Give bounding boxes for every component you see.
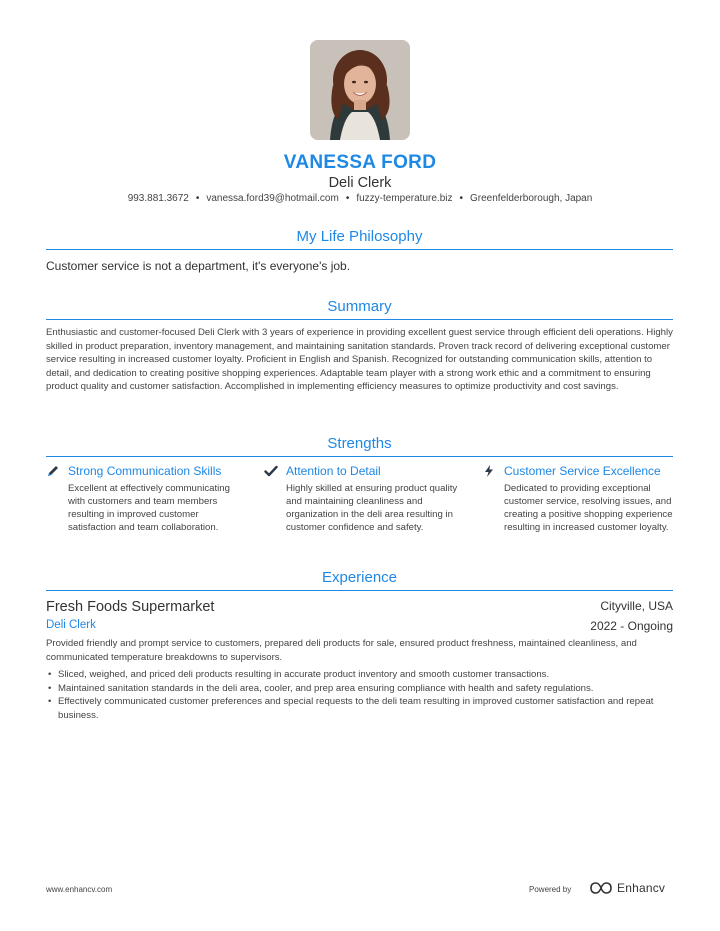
strength-item — [264, 464, 459, 534]
contact-separator: • — [459, 193, 463, 204]
experience-bullet: • Effectively communicated customer preferences and special requests to the deli team resulting in improved customer satisfaction and repeat business. — [46, 695, 673, 722]
contact-phone: 993.881.3672 — [127, 193, 189, 204]
checkmark-icon — [264, 464, 278, 478]
footer-powered-by: Powered by — [529, 885, 572, 894]
strength-title: Strong Communication Skills — [68, 464, 222, 478]
experience-company: Fresh Foods Supermarket — [46, 599, 215, 615]
lightning-bolt-icon — [482, 464, 496, 478]
section-title-experience: Experience — [46, 569, 673, 591]
section-title-philosophy: My Life Philosophy — [46, 228, 673, 250]
contact-email[interactable]: vanessa.ford39@hotmail.com — [206, 193, 339, 204]
strength-title: Customer Service Excellence — [504, 464, 661, 478]
experience-bullet: • Sliced, weighed, and priced deli products resulting in accurate product inventory and smooth customer transactions. — [46, 668, 673, 682]
candidate-name: VANESSA FORD — [283, 152, 437, 173]
strength-description: Highly skilled at ensuring product quality and maintaining cleanliness and organization in the deli area resulting in customer confidence and safety. — [286, 483, 458, 533]
enhancv-logo-text: Enhancv — [617, 881, 666, 895]
experience-dates: 2022 - Ongoing — [590, 619, 673, 633]
experience-bullet-list — [46, 668, 673, 722]
contact-website[interactable]: fuzzy-temperature.biz — [356, 193, 453, 204]
strength-description: Dedicated to providing exceptional customer service, resolving issues, and creating a positive shopping experience resulting in increased customer loyalty. — [504, 483, 673, 533]
strength-title: Attention to Detail — [286, 464, 381, 478]
experience-bullet: • Maintained sanitation standards in the deli area, cooler, and prep area ensuring compliance with health and safety regulations. — [46, 682, 673, 696]
strength-item — [46, 464, 241, 534]
enhancv-logo-icon — [588, 881, 614, 895]
footer-website-link[interactable]: www.enhancv.com — [46, 885, 113, 894]
contact-line — [0, 193, 720, 204]
candidate-role: Deli Clerk — [328, 175, 392, 191]
enhancv-logo[interactable] — [588, 881, 665, 895]
contact-separator: • — [345, 193, 350, 204]
summary-text: Enthusiastic and customer-focused Deli Clerk with 3 years of experience in providing excellent guest service through efficient deli operations. Highly skilled in product preparation, inventory management, and maintaining sanitation standards. Proven track record of delivering exceptional customer service resulting in increased customer loyalty. Proficient in English and Spanish. Recognized for outstanding communication skills, attention to detail, and dedication to creating positive shopping experiences. Adaptable team player with a strong work ethic and a commitment to ensuring product quality and customer satisfaction. Accomplished in implementing efficiency measures to optimize productivity and cost savings. — [46, 327, 673, 392]
profile-photo — [310, 40, 410, 140]
experience-position: Deli Clerk — [46, 619, 96, 631]
philosophy-text: Customer service is not a department, it's everyone's job. — [46, 259, 351, 273]
strength-item — [482, 464, 677, 534]
section-title-strengths: Strengths — [46, 435, 673, 457]
contact-location: Greenfelderborough, Japan — [470, 193, 593, 204]
contact-separator: • — [195, 193, 200, 204]
strength-description: Excellent at effectively communicating with customers and team members resulting in improved customer satisfaction and team collaboration. — [68, 483, 230, 533]
experience-location: Cityville, USA — [600, 599, 673, 613]
section-title-summary: Summary — [46, 298, 673, 320]
experience-description: Provided friendly and prompt service to customers, prepared deli products for sale, ensured product freshness, maintained cleanliness, and communicated temperature breakdowns to supervisors. — [46, 638, 637, 663]
pen-icon — [46, 464, 60, 478]
